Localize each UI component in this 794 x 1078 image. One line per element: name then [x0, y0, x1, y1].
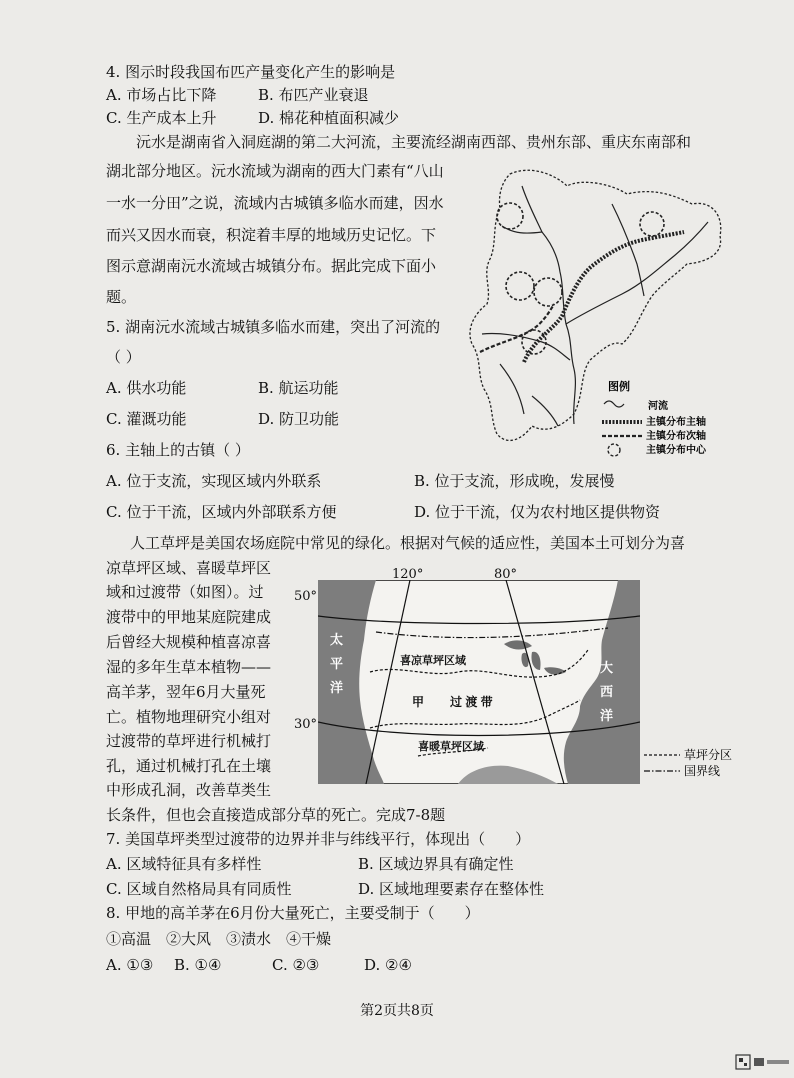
- q5-option-c: C. 灌溉功能: [106, 410, 187, 428]
- legend-title: 图例: [608, 381, 630, 393]
- q5-paren: （ ）: [106, 348, 141, 366]
- us-lawn-zone-map: [318, 580, 640, 784]
- passage2-line: 亡。植物地理研究小组对: [106, 708, 272, 726]
- q7-stem: 7. 美国草坪类型过渡带的边界并非与纬线平行，体现出（ ）: [106, 830, 531, 848]
- passage1-line: 图示意湖南沅水流域古城镇分布。据此完成下面小: [106, 257, 437, 275]
- legend-center-icon: [608, 444, 620, 456]
- q8-choices: ①高温 ②大风 ③渍水 ④干燥: [106, 930, 332, 948]
- q6-stem: 6. 主轴上的古镇（ ）: [106, 441, 250, 459]
- latitude-label-30: 30°: [294, 717, 318, 732]
- passage1-line: 湖北部分地区。沅水流域为湖南的西大门素有“八山: [106, 162, 444, 180]
- sub-axis: [480, 304, 554, 352]
- passage2-line: 后曾经大规模种植喜凉喜: [106, 633, 272, 651]
- passage2-line: 过渡带的草坪进行机械打: [106, 732, 272, 750]
- q5-option-a: A. 供水功能: [106, 379, 187, 397]
- map1-legend: [602, 379, 707, 456]
- legend-zone: 草坪分区: [684, 748, 733, 762]
- q8-option-d: D. ②④: [364, 956, 412, 974]
- q8-stem: 8. 甲地的高羊茅在6月份大量死亡，主要受制于（ ）: [106, 904, 480, 922]
- passage2-line: 高羊茅，翌年6月大量死: [106, 683, 266, 701]
- passage1-line: 一水一分田”之说，流域内古城镇多临水而建，因水: [106, 194, 444, 212]
- atlantic-label: 大: [600, 660, 614, 675]
- map2-legend: [644, 747, 784, 779]
- legend-river: 河流: [648, 401, 668, 412]
- river-lines: [482, 186, 708, 426]
- q4-option-c: C. 生产成本上升: [106, 109, 217, 127]
- legend-border: 国界线: [684, 764, 721, 778]
- atlantic-label: 洋: [600, 708, 614, 723]
- jia-label: 甲: [412, 695, 425, 709]
- passage2-line: 孔，通过机械打孔在土壤: [106, 757, 272, 775]
- main-axis: [524, 232, 684, 362]
- q7-option-b: B. 区域边界具有确定性: [358, 855, 514, 873]
- q6-option-b: B. 位于支流，形成晚，发展慢: [414, 472, 615, 490]
- q8-option-c: C. ②③: [272, 956, 320, 974]
- q7-option-d: D. 区域地理要素存在整体性: [358, 880, 545, 898]
- pacific-label: 洋: [330, 680, 344, 695]
- q5-option-b: B. 航运功能: [258, 379, 339, 397]
- q4-option-b: B. 布匹产业衰退: [258, 86, 369, 104]
- legend-river-icon: [604, 401, 624, 407]
- scanner-logo-icon: [734, 1052, 792, 1072]
- pacific-label: 平: [330, 656, 344, 671]
- atlantic-label: 西: [600, 684, 614, 699]
- legend-center: 主镇分布中心: [646, 445, 706, 456]
- q5-option-d: D. 防卫功能: [258, 410, 340, 428]
- q8-option-a: A. ①③: [106, 956, 154, 974]
- passage2-line: 中形成孔洞，改善草类生: [106, 781, 272, 799]
- passage1-line: 沅水是湖南省入洞庭湖的第二大河流，主要流经湖南西部、贵州东部、重庆东南部和: [136, 133, 692, 151]
- yuan-river-map: [462, 164, 734, 458]
- longitude-label-80: 80°: [494, 567, 518, 582]
- q6-option-c: C. 位于干流，区域内外部联系方便: [106, 503, 337, 521]
- cool-zone-label: 喜凉草坪区域: [400, 655, 466, 667]
- longitude-label-120: 120°: [392, 567, 424, 582]
- latitude-label-50: 50°: [294, 589, 318, 604]
- q6-option-a: A. 位于支流，实现区域内外联系: [106, 472, 322, 490]
- warm-zone-label: 喜暖草坪区域: [418, 741, 484, 753]
- passage2-line: 人工草坪是美国农场庭院中常见的绿化。根据对气候的适应性，美国本土可划分为喜: [130, 534, 686, 552]
- q7-option-c: C. 区域自然格局具有同质性: [106, 880, 292, 898]
- passage2-line: 凉草坪区域、喜暖草坪区: [106, 559, 272, 577]
- passage2-line: 域和过渡带（如图）。过: [106, 583, 264, 601]
- q8-option-b: B. ①④: [174, 956, 222, 974]
- passage2-line: 渡带中的甲地某庭院建成: [106, 608, 272, 626]
- basin-boundary: [470, 170, 721, 440]
- q4-option-a: A. 市场占比下降: [106, 86, 217, 104]
- q7-option-a: A. 区域特征具有多样性: [106, 855, 262, 873]
- legend-sub-axis: 主镇分布次轴: [646, 431, 706, 442]
- passage1-line: 题。: [106, 288, 137, 306]
- q4-option-d: D. 棉花种植面积减少: [258, 109, 400, 127]
- pacific-label: 太: [330, 632, 344, 647]
- passage2-line: 长条件，但也会直接造成部分草的死亡。完成7-8题: [106, 806, 446, 824]
- q5-stem: 5. 湖南沅水流域古城镇多临水而建，突出了河流的: [106, 318, 441, 336]
- q4-stem: 4. 图示时段我国布匹产量变化产生的影响是: [106, 63, 396, 81]
- page-number: 第2页共8页: [360, 1003, 434, 1019]
- passage1-line: 而兴又因水而衰，积淀着丰厚的地域历史记忆。下: [106, 226, 437, 244]
- transition-zone-label: 过 渡 带: [450, 695, 493, 709]
- passage2-line: 湿的多年生草本植物——: [106, 658, 272, 676]
- legend-main-axis: 主镇分布主轴: [646, 417, 706, 428]
- q6-option-d: D. 位于干流，仅为农村地区提供物资: [414, 503, 661, 521]
